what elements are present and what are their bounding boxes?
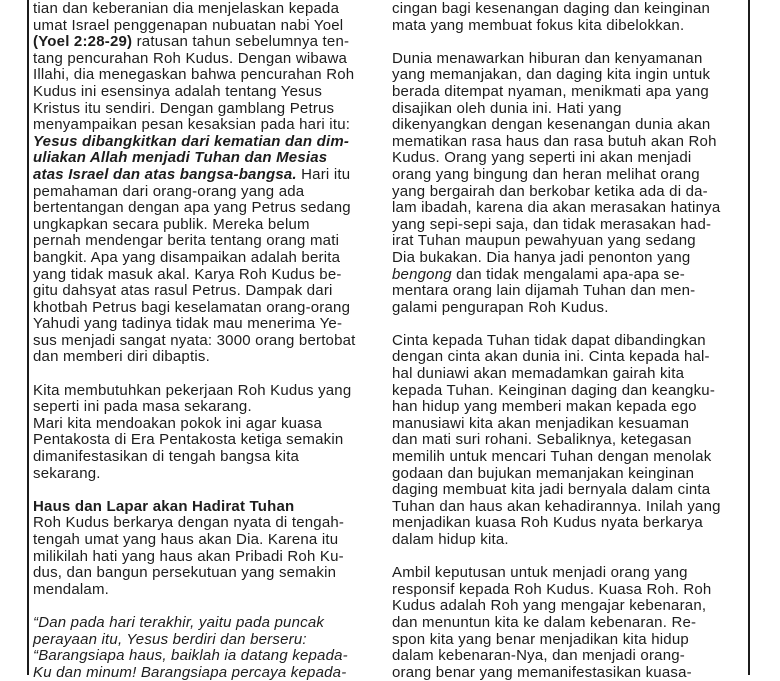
text-column-left: [33, 1, 386, 681]
text-line: [392, 482, 748, 499]
text-run: umat Israel penggenapan nubuatan nabi Yoel: [33, 16, 344, 34]
text-run: mentara orang lain dijamah Tuhan dan men-: [392, 282, 696, 300]
text-line: [392, 233, 748, 250]
text-line: [392, 532, 748, 549]
text-line: [33, 565, 386, 582]
text-line: [33, 1, 386, 18]
text-line: [33, 333, 386, 350]
text-run: menjadikan kuasa Roh Kudus nyata berkarya: [392, 514, 703, 532]
text-run: Yahudi yang tadinya tidak mau menerima Ye-: [33, 315, 343, 333]
text-line: [392, 34, 748, 51]
text-line: [33, 549, 386, 566]
text-run: Haus dan Lapar akan Hadirat Tuhan: [33, 497, 295, 515]
text-run: bertentangan dengan apa yang Petrus sedang: [33, 199, 351, 217]
text-line: [33, 499, 386, 516]
text-run: han hidup yang memberi makan kepada ego: [392, 398, 697, 416]
text-line: [33, 184, 386, 201]
text-run: bengong: [392, 265, 452, 283]
text-run: Yesus dibangkitkan dari kematian dan dim-: [33, 132, 350, 150]
text-run: dalam hidup kita.: [392, 531, 509, 548]
text-line: [392, 598, 748, 615]
text-run: daging membuat kita jadi bernyala dalam cinta: [392, 481, 711, 499]
text-line: [392, 383, 748, 400]
text-line: [33, 532, 386, 549]
text-run: dan tidak mengalami apa-apa se-: [451, 265, 685, 283]
text-run: “Barangsiapa haus, baiklah ia datang kepada-: [33, 647, 348, 665]
text-run: orang benar yang memanifestasikan kuasa-: [392, 663, 692, 681]
text-line: [392, 134, 748, 151]
text-line: [33, 316, 386, 333]
text-line: [392, 267, 748, 284]
text-line: [392, 1, 748, 18]
text-run: sekarang.: [33, 464, 101, 482]
text-run: tang pencurahan Roh Kudus. Dengan wibawa: [33, 49, 348, 67]
text-line: [392, 615, 748, 632]
text-run: perayaan itu, Yesus berdiri dan berseru:: [33, 630, 307, 648]
text-line: [33, 515, 386, 532]
text-line: [33, 598, 386, 615]
text-run: Kudus. Orang yang seperti ini akan menjadi: [392, 149, 692, 167]
text-line: [33, 117, 386, 134]
text-run: responsif kepada Roh Kudus. Kuasa Roh. Roh: [392, 580, 712, 598]
text-run: godaan dan bujukan memanjakan keinginan: [392, 464, 695, 482]
text-run: Kristus itu sendiri. Dengan gamblang Petrus: [33, 99, 335, 117]
text-line: [33, 233, 386, 250]
text-line: [392, 200, 748, 217]
left-page-border-rule: [27, 0, 29, 675]
text-line: [392, 449, 748, 466]
text-run: khotbah Petrus bagi keselamatan orang-orang: [33, 298, 351, 316]
text-line: [392, 549, 748, 566]
text-run: Ku dan minum! Barangsiapa percaya kepada-: [33, 663, 347, 681]
text-run: irat Tuhan maupun pewahyuan yang sedang: [392, 232, 696, 250]
text-line: [33, 217, 386, 234]
text-run: manusiawi kita akan menjadikan kesuaman: [392, 414, 690, 432]
text-line: [33, 399, 386, 416]
text-line: [392, 117, 748, 134]
text-run: Roh Kudus berkarya dengan nyata di tengah-: [33, 514, 345, 532]
text-column-right: [392, 1, 748, 681]
text-line: [33, 84, 386, 101]
text-line: [33, 51, 386, 68]
text-run: dan menuntun kita ke dalam kebenaran. Re-: [392, 613, 697, 631]
text-line: [33, 648, 386, 665]
text-line: [33, 582, 386, 599]
text-run: Hari itu: [296, 165, 351, 183]
text-line: [33, 150, 386, 167]
text-line: [392, 283, 748, 300]
text-run: dan memberi diri dibaptis.: [33, 348, 210, 366]
text-run: yang memanjakan, dan daging kita ingin untuk: [392, 66, 711, 84]
text-run: memilih untuk mencari Tuhan dengan menolak: [392, 448, 712, 466]
text-run: uliakan Allah menjadi Tuhan dan Mesias: [33, 149, 328, 167]
text-run: lam ibadah, karena dia akan merasakan hatinya: [392, 199, 721, 217]
right-page-border-rule: [748, 0, 750, 675]
text-line: [392, 250, 748, 267]
text-run: Ambil keputusan untuk menjadi orang yang: [392, 564, 688, 582]
text-line: [392, 515, 748, 532]
text-run: berada ditempat nyaman, menikmati apa yang: [392, 82, 709, 100]
text-line: [392, 217, 748, 234]
text-run: gitu dahsyat atas rasul Petrus. Dampak dari: [33, 282, 333, 300]
text-run: yang tidak masuk akal. Karya Roh Kudus be-: [33, 265, 342, 283]
text-run: Tuhan dan haus akan kehadirannya. Inilah yang: [392, 497, 721, 515]
text-line: [33, 101, 386, 118]
text-run: dengan cinta akan dunia ini. Cinta kepada hal-: [392, 348, 710, 366]
text-run: “Dan pada hari terakhir, yaitu pada puncak: [33, 613, 325, 631]
text-line: [392, 101, 748, 118]
text-line: [392, 51, 748, 68]
text-run: (Yoel 2:28-29): [33, 33, 133, 51]
text-line: [33, 632, 386, 649]
text-run: disajikan oleh dunia ini. Hati yang: [392, 99, 622, 117]
text-run: tian dan keberanian dia menjelaskan kepada: [33, 0, 340, 17]
text-run: ratusan tahun sebelumnya ten-: [132, 33, 350, 51]
text-line: [392, 349, 748, 366]
text-run: orang yang bingung dan heran melihat orang: [392, 165, 700, 183]
text-line: [392, 466, 748, 483]
text-line: [33, 432, 386, 449]
text-line: [392, 582, 748, 599]
text-run: sus menjadi sangat nyata: 3000 orang bertobat: [33, 331, 356, 349]
text-line: [392, 432, 748, 449]
text-line: [392, 167, 748, 184]
text-line: [392, 366, 748, 383]
text-run: bangkit. Apa yang disampaikan adalah berita: [33, 248, 341, 266]
text-run: mata yang membuat fokus kita dibelokkan.: [392, 16, 685, 34]
text-run: pemahaman dari orang-orang yang ada: [33, 182, 305, 200]
text-run: cingan bagi kesenangan daging dan keinginan: [392, 0, 711, 17]
text-line: [33, 300, 386, 317]
text-run: kepada Tuhan. Keinginan daging dan keangku-: [392, 381, 716, 399]
text-line: [33, 200, 386, 217]
text-run: Mari kita mendoakan pokok ini agar kuasa: [33, 414, 322, 432]
text-line: [392, 499, 748, 516]
text-run: menyampaikan pesan kesaksian pada hari itu:: [33, 116, 351, 134]
text-run: dikenyangkan dengan kesenangan dunia akan: [392, 116, 711, 134]
text-line: [33, 615, 386, 632]
text-run: mendalam.: [33, 580, 110, 598]
text-line: [392, 184, 748, 201]
text-line: [33, 283, 386, 300]
text-line: [33, 482, 386, 499]
text-line: [392, 316, 748, 333]
text-run: Kudus ini esensinya adalah tentang Yesus: [33, 82, 323, 100]
text-line: [392, 399, 748, 416]
text-line: [33, 34, 386, 51]
text-run: milikilah hati yang haus akan Pribadi Roh Ku-: [33, 547, 344, 565]
text-run: Pentakosta di Era Pentakosta ketiga semakin: [33, 431, 344, 449]
text-run: pernah mendengar berita tentang orang mati: [33, 232, 340, 250]
text-line: [33, 267, 386, 284]
text-run: dus, dan bangun persekutuan yang semakin: [33, 564, 337, 582]
text-run: galami pengurapan Roh Kudus.: [392, 298, 609, 316]
text-line: [392, 416, 748, 433]
text-run: Kita membutuhkan pekerjaan Roh Kudus yang: [33, 381, 352, 399]
text-run: dalam kebenaran-Nya, dan menjadi orang-: [392, 647, 685, 665]
text-line: [33, 449, 386, 466]
text-run: dimanifestasikan di tengah bangsa kita: [33, 448, 300, 466]
text-run: atas Israel dan atas bangsa-bangsa.: [33, 165, 297, 183]
text-line: [33, 383, 386, 400]
text-line: [392, 565, 748, 582]
text-run: Illahi, dia menegaskan bahwa pencurahan Roh: [33, 66, 355, 84]
text-line: [392, 333, 748, 350]
text-line: [33, 349, 386, 366]
text-run: spon kita yang benar menjadikan kita hidup: [392, 630, 689, 648]
text-run: yang bergairah dan berkobar ketika ada di da-: [392, 182, 708, 200]
text-run: yang sepi-sepi saja, dan tidak merasakan had-: [392, 215, 712, 233]
text-line: [33, 466, 386, 483]
text-line: [392, 150, 748, 167]
text-line: [33, 18, 386, 35]
text-line: [392, 67, 748, 84]
text-run: Kudus adalah Roh yang mengajar kebenaran,: [392, 597, 707, 615]
text-line: [33, 250, 386, 267]
text-line: [392, 632, 748, 649]
text-run: Cinta kepada Tuhan tidak dapat dibandingkan: [392, 331, 706, 349]
text-line: [392, 84, 748, 101]
text-line: [33, 665, 386, 681]
text-run: Dunia menawarkan hiburan dan kenyamanan: [392, 49, 703, 67]
text-run: seperti ini pada masa sekarang.: [33, 398, 252, 416]
text-line: [392, 648, 748, 665]
text-line: [33, 67, 386, 84]
text-run: Dia bukakan. Dia hanya jadi penonton yang: [392, 248, 691, 266]
text-run: ungkapkan secara publik. Mereka belum: [33, 215, 310, 233]
text-run: dan mati suri rohani. Sebaliknya, ketegasan: [392, 431, 692, 449]
text-run: tengah umat yang haus akan Dia. Karena itu: [33, 531, 339, 548]
text-line: [33, 366, 386, 383]
text-line: [392, 665, 748, 681]
text-line: [33, 134, 386, 151]
text-line: [392, 300, 748, 317]
text-line: [33, 416, 386, 433]
text-run: mematikan rasa haus dan rasa butuh akan Roh: [392, 132, 717, 150]
text-run: hal duniawi akan memadamkan gairah kita: [392, 365, 685, 383]
text-line: [392, 18, 748, 35]
text-line: [33, 167, 386, 184]
